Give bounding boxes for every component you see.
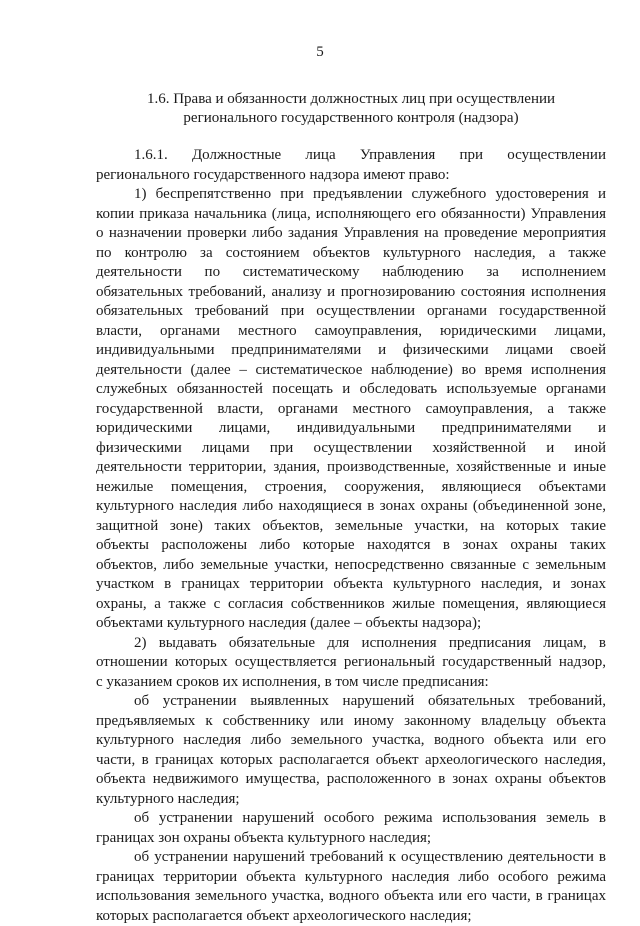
text-line: части, в границах которых располагается объект археологического наследия, [96,751,606,771]
text-line: культурного наследия; [96,790,606,810]
text-line: объектов, либо земельные участки, непосредственно связанные с земельным [96,556,606,576]
text-line: участком в границах территории объекта культурного наследия, и зонах [96,575,606,595]
text-line: деятельности по систематическому наблюдению за исполнением [96,263,606,283]
sub-item-2 [96,809,606,848]
text-line: объектами культурного наследия (далее – объекты надзора); [96,614,606,634]
page-number: 5 [0,44,640,61]
text-line: предъявляемых к собственнику или иному законному владельцу объекта [96,712,606,732]
text-line: власти, органами местного самоуправления, юридическими лицами, [96,322,606,342]
text-line: деятельности (далее – систематическое наблюдение) во время исполнения [96,361,606,381]
text-line: отношении которых осуществляется региональный государственный надзор, [96,653,606,673]
text-line: 2) выдавать обязательные для исполнения предписания лицам, в [96,634,606,654]
text-line: обязательных требований, анализу и прогнозированию состояния исполнения [96,283,606,303]
text-line: о назначении проверки либо задания Управления на проведение мероприятия [96,224,606,244]
text-line: культурного наследия либо земельного участка, водного объекта или его [96,731,606,751]
text-line: культурного наследия либо находящиеся в зонах охраны (объединенной зоне, [96,497,606,517]
text-line: охраны, а также с согласия собственников жилые помещения, являющиеся [96,595,606,615]
text-line: по контролю за состоянием объектов культурного наследия, а также [96,244,606,264]
text-line: защитной зоне) таких объектов, земельные участки, на которых такие [96,517,606,537]
text-line: индивидуальными предпринимателями и физическими лицами своей [96,341,606,361]
text-line: объекты расположены либо которые находятся в зонах охраны таких [96,536,606,556]
sub-item-3 [96,848,606,926]
section-heading-line: 1.6. Права и обязанности должностных лиц при осуществлении [96,90,606,109]
sub-item-1 [96,692,606,809]
text-line: копии приказа начальника (лица, исполняющего его обязанности) Управления [96,205,606,225]
document-body [96,146,606,926]
text-line: об устранении нарушений требований к осуществлению деятельности в [96,848,606,868]
text-line: деятельности территории, здания, производственные, хозяйственные и иные [96,458,606,478]
paragraph-1-6-1 [96,146,606,185]
text-line: 1) беспрепятственно при предъявлении служебного удостоверения и [96,185,606,205]
text-line: границах зон охраны объекта культурного наследия; [96,829,606,849]
text-line: границах территории объекта культурного наследия либо особого режима [96,868,606,888]
list-item-2 [96,634,606,693]
text-line: объекта недвижимого имущества, расположенного в зонах охраны объектов [96,770,606,790]
text-line: использования земельного участка, водного объекта или его части, в границах [96,887,606,907]
text-line: с указанием сроков их исполнения, в том числе предписания: [96,673,606,693]
text-line: государственной власти, органами местного самоуправления, а также [96,400,606,420]
text-line: обязательных требований при осуществлении органами государственной [96,302,606,322]
text-line: служебных обязанностей посещать и обследовать используемые органами [96,380,606,400]
text-line: 1.6.1. Должностные лица Управления при осуществлении [96,146,606,166]
text-line: об устранении выявленных нарушений обязательных требований, [96,692,606,712]
text-line: физическими лицами при осуществлении хозяйственной и иной [96,439,606,459]
text-line: нежилые помещения, строения, сооружения, являющиеся объектами [96,478,606,498]
text-line: об устранении нарушений особого режима использования земель в [96,809,606,829]
text-line: юридическими лицами, индивидуальными предпринимателями и [96,419,606,439]
list-item-1 [96,185,606,634]
text-line: регионального государственного надзора имеют право: [96,166,606,186]
section-heading-line: регионального государственного контроля (надзора) [96,109,606,128]
text-line: которых располагается объект археологического наследия; [96,907,606,926]
section-heading [96,90,606,128]
